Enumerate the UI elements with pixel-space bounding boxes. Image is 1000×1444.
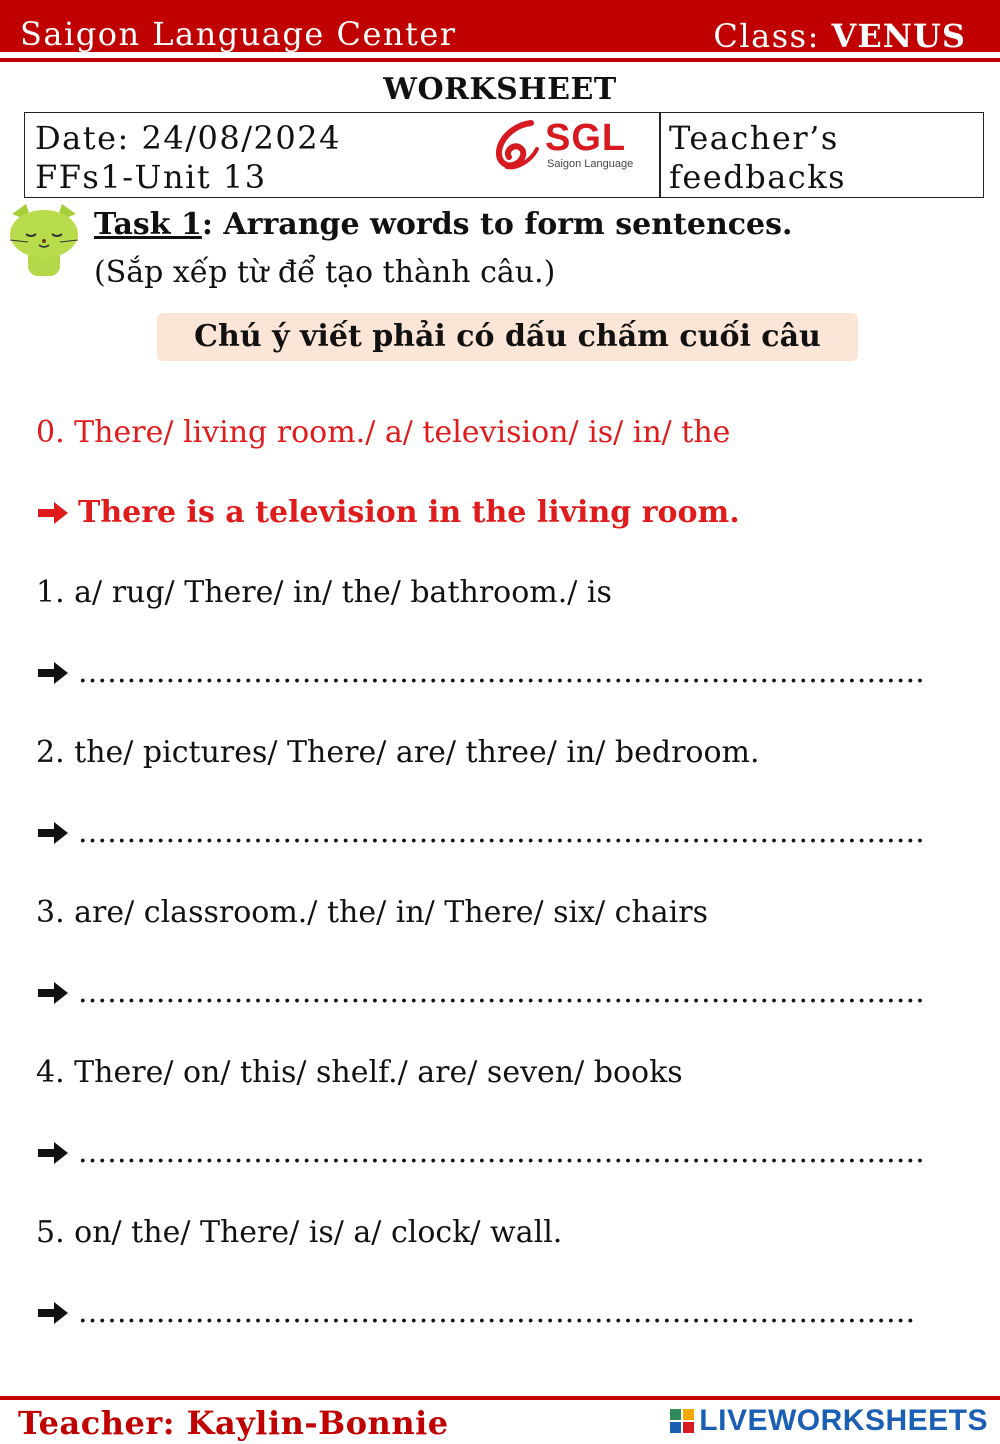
info-divider <box>659 113 661 197</box>
arrow-right-icon <box>36 980 70 1006</box>
sgl-swoosh-icon <box>493 117 545 173</box>
class-info <box>713 16 966 56</box>
logo-text: SGL <box>545 117 627 159</box>
arrow-right-icon <box>36 1140 70 1166</box>
example-answer-row <box>36 493 740 533</box>
info-box <box>24 112 984 198</box>
header-bar <box>0 0 1000 55</box>
class-name: VENUS <box>831 17 966 55</box>
task-subtitle: (Sắp xếp từ để tạo thành câu.) <box>94 255 556 290</box>
example-question: 0. There/ living room./ a/ television/ is/ in/ the <box>36 415 731 450</box>
question-5: 5. on/ the/ There/ is/ a/ clock/ wall. <box>36 1215 563 1250</box>
task-label: Task 1 <box>94 207 202 242</box>
feedback-label-line1: Teacher’s <box>669 119 839 157</box>
center-name: Saigon Language Center <box>20 15 457 53</box>
liveworksheets-text: LIVEWORKSHEETS <box>699 1404 988 1437</box>
unit-text: FFs1-Unit 13 <box>35 158 267 196</box>
feedback-label-line2: feedbacks <box>669 158 846 196</box>
worksheet-title: WORKSHEET <box>383 72 617 107</box>
answer-row-1[interactable] <box>36 653 925 693</box>
task-instruction: : Arrange words to form sentences. <box>201 207 793 242</box>
logo-subtext: Saigon Language <box>547 158 634 170</box>
arrow-right-icon <box>36 660 70 686</box>
answer-row-4[interactable] <box>36 1133 925 1173</box>
question-2: 2. the/ pictures/ There/ are/ three/ in/ bedroom. <box>36 735 760 770</box>
arrow-right-icon <box>36 1300 70 1326</box>
liveworksheets-brand[interactable] <box>669 1404 988 1438</box>
date-text: Date: 24/08/2024 <box>35 119 341 157</box>
liveworksheets-logo-icon <box>669 1408 695 1434</box>
info-left <box>35 119 341 197</box>
question-1: 1. a/ rug/ There/ in/ the/ bathroom./ is <box>36 575 612 610</box>
answer-row-5[interactable] <box>36 1293 915 1333</box>
answer-row-3[interactable] <box>36 973 925 1013</box>
answer-blank-5[interactable]: ...................................................................................... <box>78 1295 916 1330</box>
answer-blank-4[interactable]: ....................................................................................... <box>78 1135 926 1170</box>
teacher-name: Teacher: Kaylin-Bonnie <box>18 1404 449 1442</box>
answer-blank-3[interactable]: ....................................................................................... <box>78 975 926 1010</box>
task-title <box>94 206 792 244</box>
header-divider <box>0 58 1000 62</box>
teacher-feedback-box[interactable] <box>669 119 846 197</box>
answer-blank-2[interactable]: ....................................................................................... <box>78 815 926 850</box>
example-answer: There is a television in the living room. <box>78 495 740 530</box>
punctuation-note: Chú ý viết phải có dấu chấm cuối câu <box>157 313 858 361</box>
class-label: Class: <box>713 17 820 55</box>
cat-mascot-icon <box>4 200 84 280</box>
question-3: 3. are/ classroom./ the/ in/ There/ six/ chairs <box>36 895 708 930</box>
sgl-logo <box>493 117 653 177</box>
arrow-right-icon <box>36 500 70 526</box>
arrow-right-icon <box>36 820 70 846</box>
footer-divider <box>0 1396 1000 1400</box>
answer-blank-1[interactable]: ....................................................................................... <box>78 655 926 690</box>
answer-row-2[interactable] <box>36 813 925 853</box>
question-4: 4. There/ on/ this/ shelf./ are/ seven/ books <box>36 1055 683 1090</box>
